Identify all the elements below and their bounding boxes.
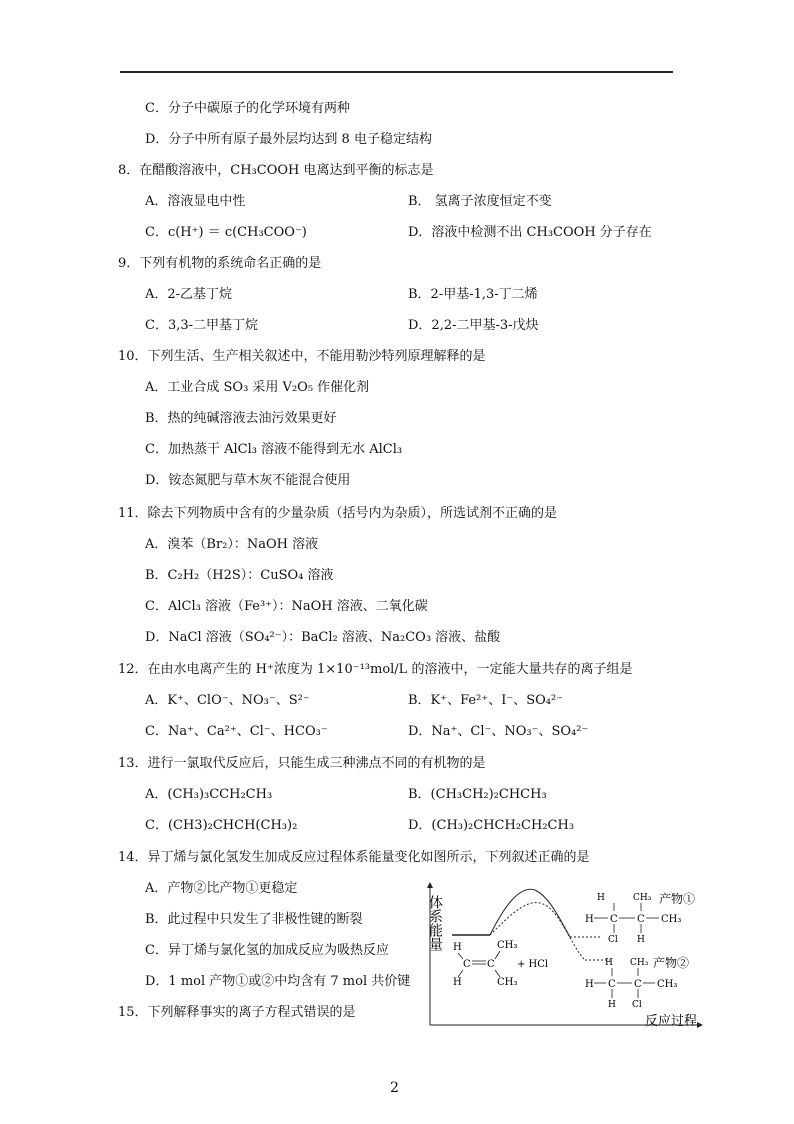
group-ch3: CH₃ (661, 914, 682, 925)
product2-label: 产物② (653, 956, 690, 970)
svg-text:CH₃: CH₃ (630, 958, 649, 968)
option-14a: A．产物②比产物①更稳定 (145, 881, 298, 896)
atom-c: C (610, 914, 618, 925)
svg-text:H: H (608, 1000, 616, 1010)
option-7c: C．分子中碳原子的化学环境有两种 (145, 101, 350, 116)
atom-c: C (608, 979, 616, 990)
product1-label: 产物① (659, 892, 696, 906)
option-11d: D．NaCl 溶液（SO₄²⁻）：BaCl₂ 溶液、Na₂CO₃ 溶液、盐酸 (145, 630, 501, 645)
option-14b: B．此过程中只发生了非极性键的断裂 (145, 912, 363, 927)
energy-diagram (425, 875, 715, 1035)
y-axis-label: 体系能量 (427, 895, 443, 951)
option-7d: D．分子中所有原子最外层均达到 8 电子稳定结构 (145, 132, 432, 147)
question-12-stem: 12．在由水电离产生的 H⁺浓度为 1×10⁻¹³mol/L 的溶液中，一定能大量共存的离子组是 (118, 662, 633, 677)
option-9d: D．2,2-二甲基-3-戊炔 (408, 318, 539, 333)
option-14d: D．1 mol 产物①或②中均含有 7 mol 共价键 (145, 974, 411, 989)
atom-c: C (637, 914, 645, 925)
group-ch3: CH₃ (497, 940, 518, 951)
option-13b: B．(CH₃CH₂)₂CHCH₃ (408, 787, 547, 802)
option-12c: C．Na⁺、Ca²⁺、Cl⁻、HCO₃⁻ (145, 724, 328, 739)
question-14-stem: 14．异丁烯与氯化氢发生加成反应过程体系能量变化如图所示，下列叙述正确的是 (118, 850, 590, 865)
svg-text:H: H (637, 935, 645, 945)
atom-c: C (634, 979, 642, 990)
option-11c: C．AlCl₃ 溶液（Fe³⁺）：NaOH 溶液、二氧化碳 (145, 599, 428, 614)
energy-curve-1 (490, 889, 570, 937)
atom-h: H (585, 914, 594, 925)
atom-h: H (453, 942, 462, 953)
option-9a: A．2-乙基丁烷 (145, 287, 233, 302)
svg-text:H: H (597, 893, 605, 903)
option-8b: B． 氢离子浓度恒定不变 (408, 194, 552, 209)
atom-h: H (585, 979, 594, 990)
option-11b: B．C₂H₂（H2S）：CuSO₄ 溶液 (145, 568, 334, 583)
question-8-stem: 8．在醋酸溶液中，CH₃COOH 电离达到平衡的标志是 (118, 163, 434, 178)
header-rule (120, 71, 673, 73)
question-15-stem: 15．下列解释事实的离子方程式错误的是 (118, 1005, 356, 1020)
page-number: 2 (390, 1080, 399, 1096)
svg-text:CH₃: CH₃ (633, 893, 652, 903)
option-13a: A．(CH₃)₃CCH₂CH₃ (145, 787, 273, 802)
reactant-hcl: + HCl (517, 959, 549, 970)
group-ch3: CH₃ (657, 979, 678, 990)
option-12a: A．K⁺、ClO⁻、NO₃⁻、S²⁻ (145, 693, 310, 708)
group-ch3: CH₃ (497, 977, 518, 988)
option-11a: A．溴苯（Br₂）：NaOH 溶液 (145, 537, 319, 552)
option-13d: D．(CH₃)₂CHCH₂CH₂CH₃ (408, 818, 575, 833)
atom-h: H (453, 977, 462, 988)
option-13c: C．(CH3)₂CHCH(CH₃)₂ (145, 818, 298, 833)
atom-c: C (487, 959, 495, 970)
option-10a: A．工业合成 SO₃ 采用 V₂O₅ 作催化剂 (145, 380, 370, 395)
svg-text:Cl: Cl (608, 935, 618, 945)
question-9-stem: 9．下列有机物的系统命名正确的是 (118, 256, 322, 271)
option-10d: D．铵态氮肥与草木灰不能混合使用 (145, 473, 351, 488)
option-8a: A．溶液显电中性 (145, 194, 246, 209)
question-13-stem: 13．进行一氯取代反应后，只能生成三种沸点不同的有机物的是 (118, 756, 486, 771)
svg-text:H: H (605, 958, 613, 968)
option-10c: C．加热蒸干 AlCl₃ 溶液不能得到无水 AlCl₃ (145, 442, 403, 457)
option-9c: C．3,3-二甲基丁烷 (145, 318, 259, 333)
x-axis-label: 反应过程 (645, 1014, 698, 1029)
question-10-stem: 10．下列生活、生产相关叙述中，不能用勒沙特列原理解释的是 (118, 349, 486, 364)
svg-text:Cl: Cl (632, 1000, 642, 1010)
option-8c: C．c(H⁺) ＝ c(CH₃COO⁻) (145, 225, 307, 240)
option-14c: C．异丁烯与氯化氢的加成反应为吸热反应 (145, 943, 389, 958)
option-8d: D．溶液中检测不出 CH₃COOH 分子存在 (408, 225, 652, 240)
option-12b: B．K⁺、Fe²⁺、I⁻、SO₄²⁻ (408, 693, 564, 708)
energy-curve-2 (490, 903, 585, 960)
question-11-stem: 11．除去下列物质中含有的少量杂质（括号内为杂质），所选试剂不正确的是 (118, 506, 558, 521)
option-12d: D．Na⁺、Cl⁻、NO₃⁻、SO₄²⁻ (408, 724, 589, 739)
atom-c: C (463, 959, 471, 970)
option-10b: B．热的纯碱溶液去油污效果更好 (145, 411, 337, 426)
option-9b: B．2-甲基-1,3-丁二烯 (408, 287, 538, 302)
